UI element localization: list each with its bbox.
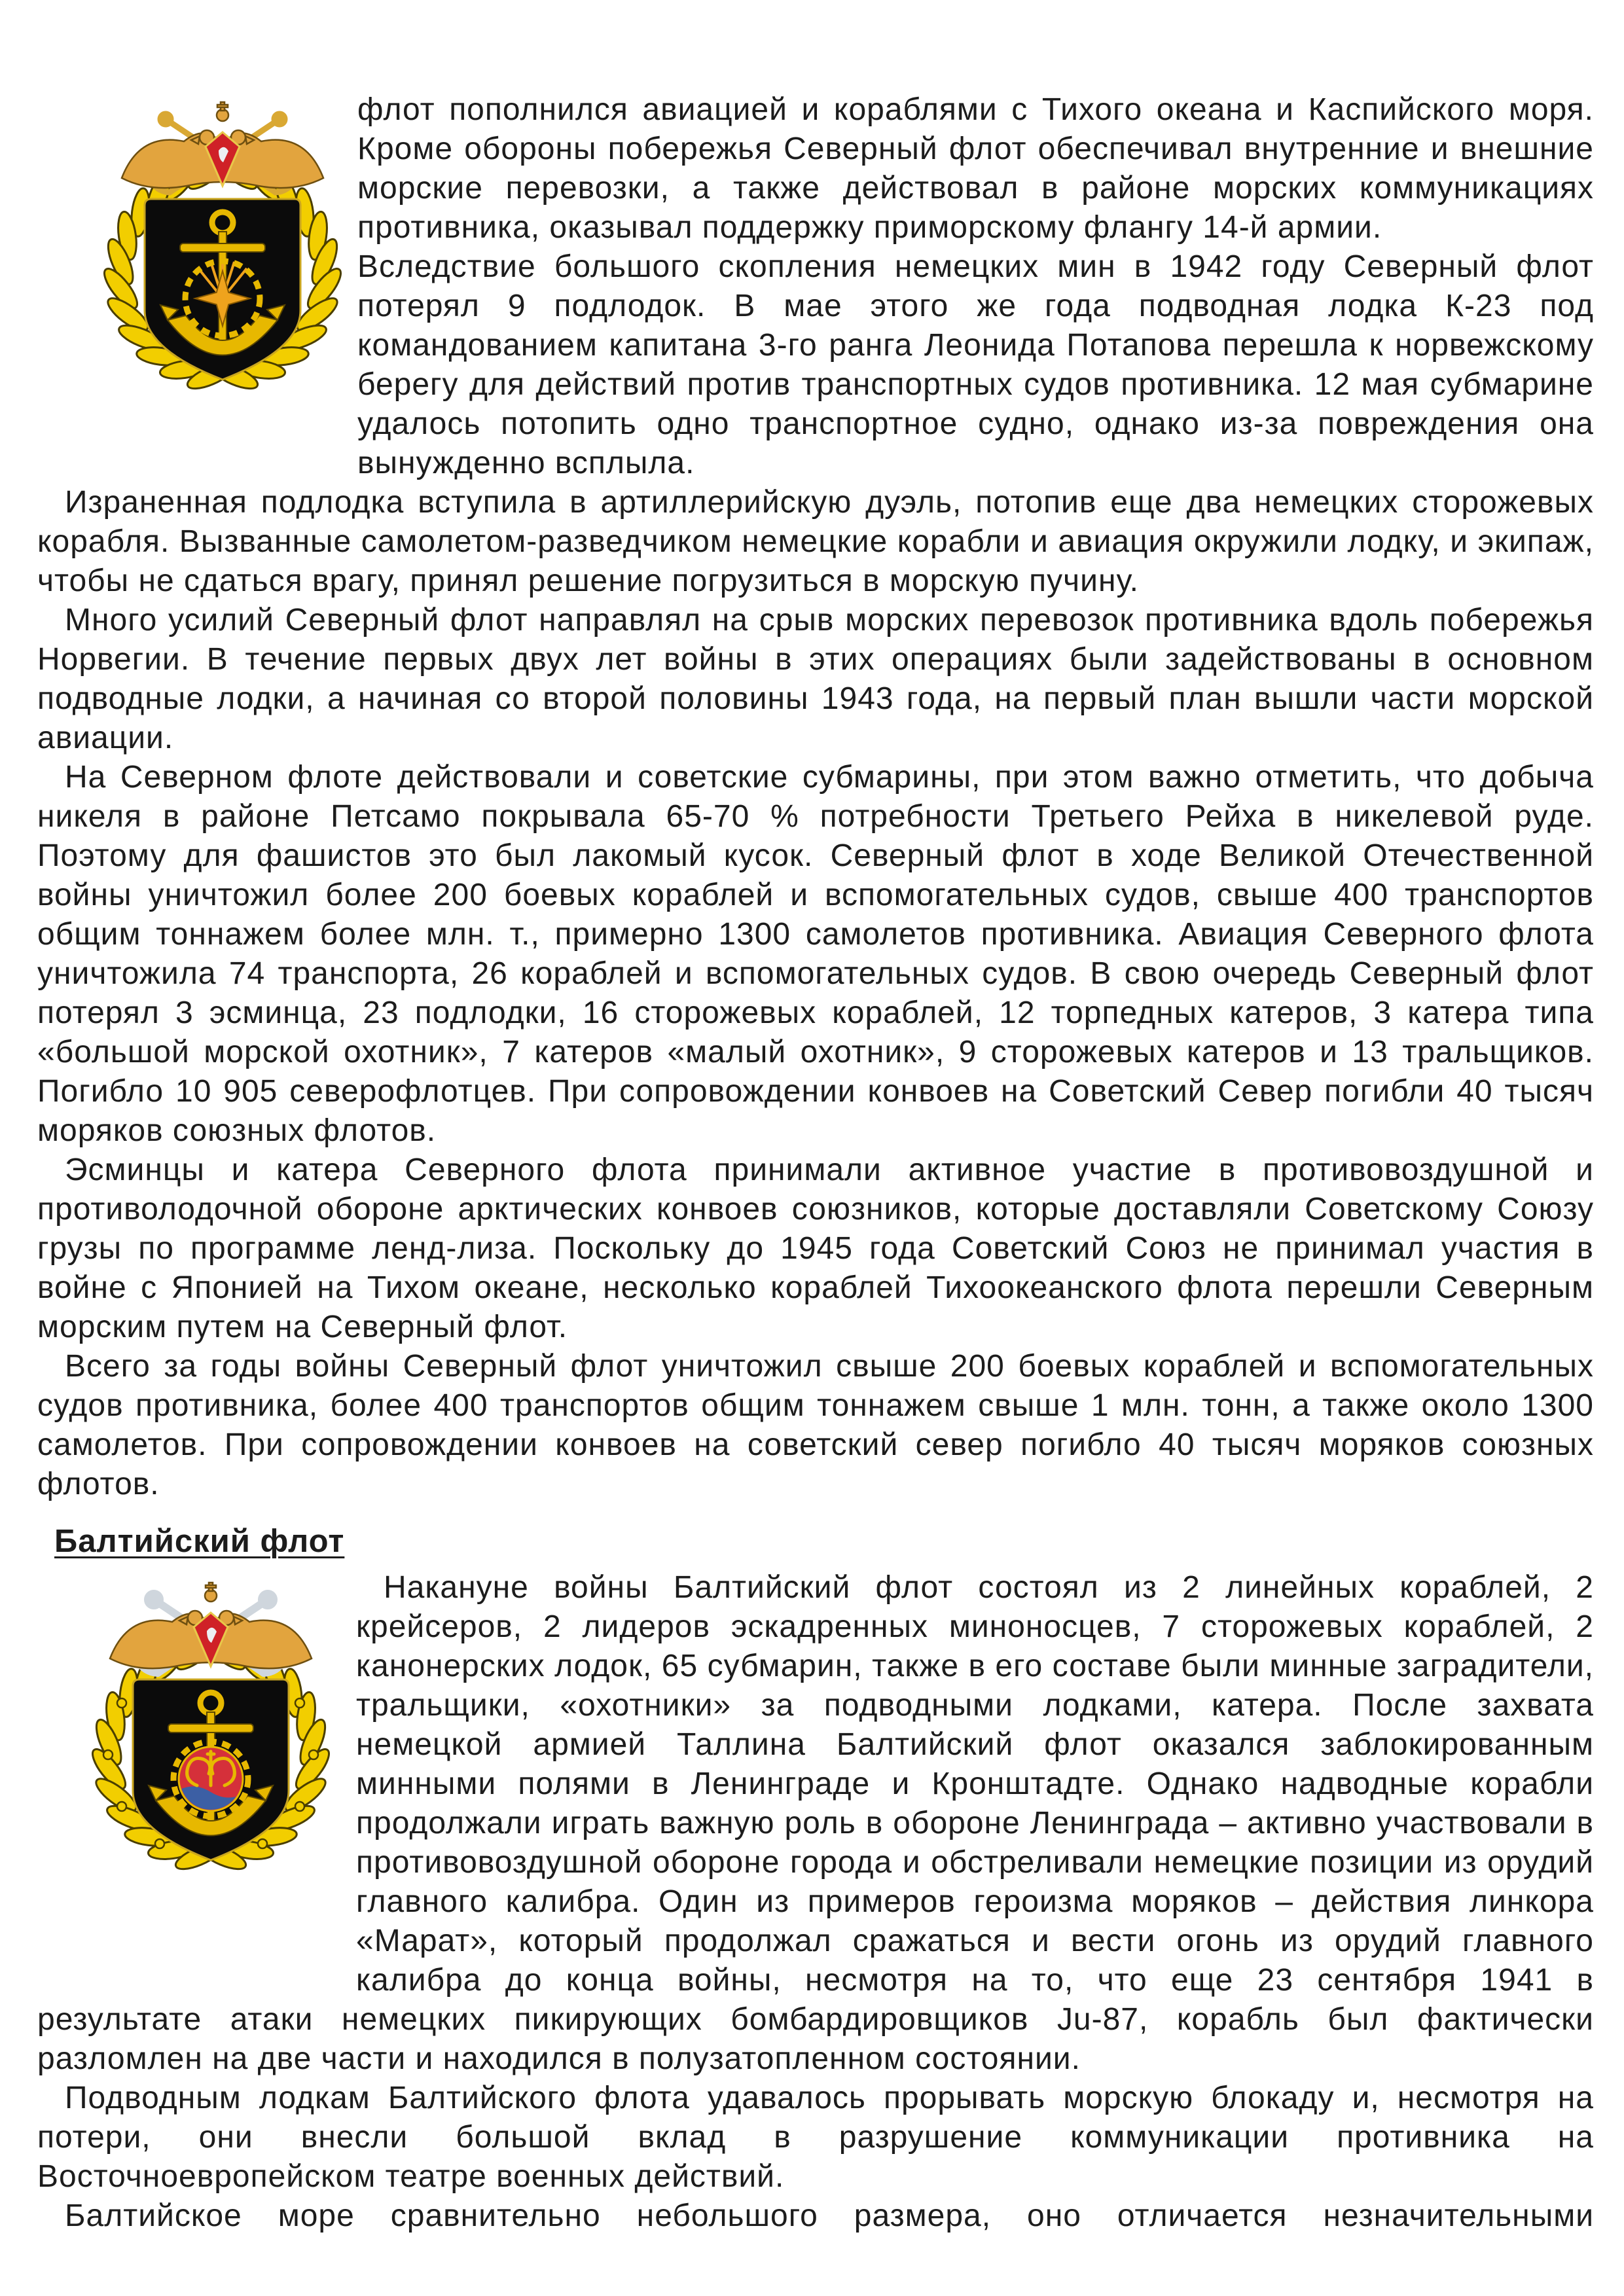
paragraph-north-4: Много усилий Северный флот направлял на срыв морских перевозок противника вдоль побережья Норвегии. В течение первых двух лет войны в этих операциях были задействованы в основном подводные лодки, а начиная со второй половины 1943 года, на первый план вышли части морской авиации. xyxy=(37,603,1594,755)
baltic-fleet-emblem xyxy=(88,1575,334,1967)
double-headed-eagle xyxy=(122,102,323,192)
crown-icon xyxy=(217,102,228,121)
double-headed-eagle xyxy=(110,1583,312,1673)
paragraph-north-1: флот пополнился авиацией и кораблями с Тихого океана и Каспийского моря. Кроме обороны побережья Северный флот обеспечивал внутренние и внешние морские перевозки, а также действовал в районе морских коммуникациях противника, оказывал поддержку приморскому флангу 14-й армии. xyxy=(357,92,1594,245)
paragraph-baltic-3: Балтийское море сравнительно небольшого размера, оно отличается незначительными xyxy=(65,2198,1594,2233)
crown-icon xyxy=(205,1583,217,1602)
paragraph-baltic-1: Накануне войны Балтийский флот состоял из 2 линейных кораблей, 2 крейсеров, 2 лидеров эскадренных миноносцев, 7 сторожевых кораблей, 2 канонерских лодок, 65 субмарин, также в его составе были минные заградители, тральщики, «охотники» за подводными лодками, катера. После захвата немецкой армией Таллина Балтийский флот оказался заблокированным минными полями в Ленинграде и Кронштадте. Однако надводные корабли продолжали играть важную роль в обороне Ленинграда – активно участвовали в противовоздушной обороне города и обстреливали немецкие позиции из орудий главного калибра. Один из примеров героизма моряков – действия линкора «Марат», который продолжал сражаться и вести огонь из орудий главного калибра до конца войны, несмотря на то, что еще 23 сентября 1941 в результате атаки немецких пикирующих бомбардировщиков Ju-87, корабль был фактически разломлен на две части и находился в полузатопленном состоянии. xyxy=(37,1570,1594,2076)
paragraph-baltic-2: Подводным лодкам Балтийского флота удавалось прорывать морскую блокаду и, несмотря на потери, они внесли большой вклад в разрушение коммуникации противника на Восточноевропейском театре военных действий. xyxy=(37,2081,1594,2194)
paragraph-north-7: Всего за годы войны Северный флот уничтожил свыше 200 боевых кораблей и вспомогательных судов противника, более 400 транспортов общим тоннажем свыше 1 млн. тонн, а также около 1300 самолетов. При сопровождении конвоев на советский север погибло 40 тысяч моряков союзных флотов. xyxy=(37,1349,1594,1501)
baltic-fleet-crest-icon xyxy=(88,1575,334,1882)
section-northern-fleet xyxy=(37,90,1594,1504)
paragraph-north-3: Израненная подлодка вступила в артиллерийскую дуэль, потопив еще два немецких сторожевых корабля. Вызванные самолетом-разведчиком немецкие корабли и авиация окружили лодку, и экипаж, чтобы не сдаться врагу, принял решение погрузиться в морскую пучину. xyxy=(37,485,1594,598)
northern-fleet-emblem xyxy=(100,94,346,456)
paragraph-north-6: Эсминцы и катера Северного флота принимали активное участие в противовоздушной и противолодочной обороне арктических конвоев союзников, которые доставляли Советскому Союзу грузы по программе ленд-лиза. Поскольку до 1945 года Советский Союз не принимал участия в войне с Японией на Тихом океане, несколько кораблей Тихоокеанского флота перешли Северным морским путем на Северный флот. xyxy=(37,1153,1594,1344)
baltic-fleet-heading: Балтийский флот xyxy=(54,1524,345,1559)
section-baltic-fleet xyxy=(37,1568,1594,2236)
paragraph-north-2: Вследствие большого скопления немецких мин в 1942 году Северный флот потерял 9 подлодок. В мае этого же года подводная лодка К-23 под командованием капитана 3-го ранга Леонида Потапова перешла к норвежскому берегу для действий против транспортных судов противника. 12 мая субмарине удалось потопить одно транспортное судно, однако из-за повреждения она вынужденно всплыла. xyxy=(357,249,1594,480)
northern-fleet-crest-icon xyxy=(100,94,346,402)
paragraph-north-5: На Северном флоте действовали и советские субмарины, при этом важно отметить, что добыча никеля в районе Петсамо покрывала 65-70 % потребности Третьего Рейха в никелевой руде. Поэтому для фашистов это был лакомый кусок. Северный флот в ходе Великой Отечественной войны уничтожил более 200 боевых кораблей и вспомогательных судов, свыше 400 транспортов общим тоннажем более млн. т., примерно 1300 самолетов противника. Авиация Северного флота уничтожила 74 транспорта, 26 кораблей и вспомогательных судов. В свою очередь Северный флот потерял 3 эсминца, 23 подлодки, 16 сторожевых кораблей, 12 торпедных катеров, 3 катера типа «большой морской охотник», 7 катеров «малый охотник», 9 сторожевых катеров и 13 тральщиков. Погибло 10 905 северофлотцев. При сопровождении конвоев на Советский Север погибли 40 тысяч моряков союзных флотов. xyxy=(37,760,1594,1148)
